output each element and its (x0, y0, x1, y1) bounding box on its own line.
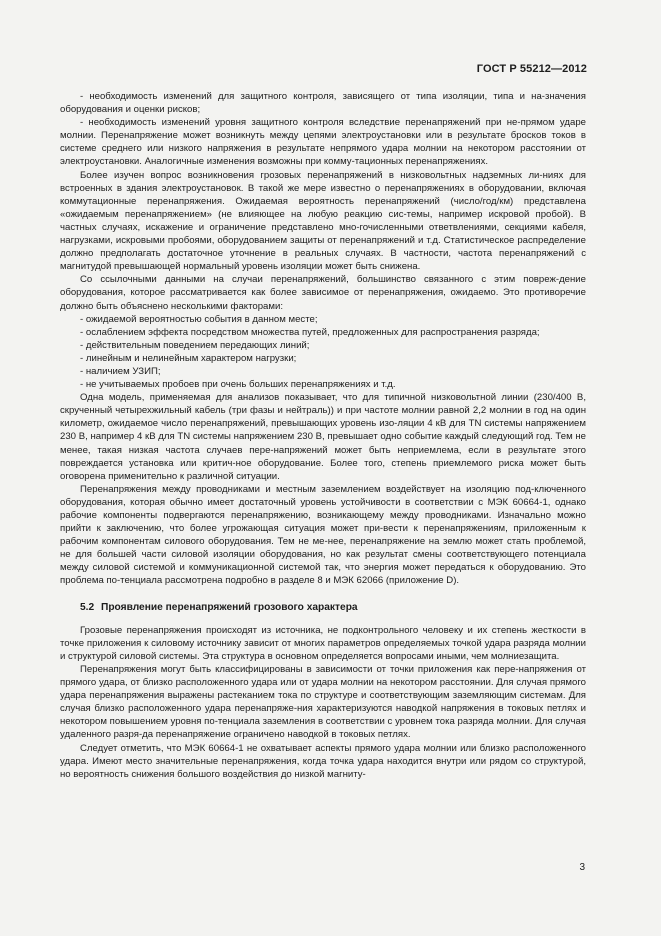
paragraph: - наличием УЗИП; (80, 365, 161, 377)
section-heading (60, 601, 586, 614)
section-title: Проявление перенапряжений грозового характера (101, 601, 358, 613)
document-header: ГОСТ Р 55212—2012 (476, 63, 587, 75)
paragraph: - необходимость изменений для защитного контроля, зависящего от типа изоляции, типа и на-значения оборудования и оценки рисков; (60, 91, 586, 116)
page-number: 3 (579, 862, 585, 873)
paragraph: Со ссылочными данными на случаи перенапряжений, большинство связанного с этим повреж-дение оборудования, которое рассматривается как более зависимое от перенапряжения, ожидаемо. Это противоречие должно быть объяснено несколькими факторами: (60, 274, 586, 312)
text-block-1 (60, 90, 586, 588)
paragraph: - необходимость изменений уровня защитного контроля вследствие перенапряжений при не-прямом ударе молнии. Перенапряжение может возникнуть между цепями электроустановки или в результате бросков токов в системе среднего или низкого напряжения в результате непрямого удара молнии на некотором расстоянии от электроустановки. Аналогичные изменения возможны при комму-тационных перенапряжениях. (60, 117, 586, 168)
section-number: 5.2 (80, 601, 95, 613)
paragraph: - ожидаемой вероятностью события в данном месте; (80, 313, 318, 325)
paragraph: Грозовые перенапряжения происходят из источника, не подконтрольного человеку и их степень жесткости в точке приложения к силовому источнику зависит от многих параметров определяемых точкой удара разряда молнии и структурой силовой системы. Эта структура в основном определяется вопросами иными, чем молниезащита. (60, 624, 586, 662)
paragraph: Перенапряжения между проводниками и местным заземлением воздействует на изоляцию под-ключенного оборудования, которая обычно имеет достаточный уровень устойчивости в соответствии с МЭК 60664-1, однако рабочие компоненты подвергаются перенапряжению, возникающему между проводниками. Изначально можно прийти к заключению, что более угрожающая ситуация может при-вести к перенапряжениям, приложенным к рабочим компонентам силового оборудования. Тем не ме-нее, перенапряжение на землю может стать проблемой, не для большей части силовой изоляции оборудования, но как результат смены соответствующего потенциала между силовой системой и коммуникационной системой так, что энергия может передаться к оборудованию. Это проблема по-тенциала рассмотрена подробно в разделе 8 и МЭК 62066 (приложение D). (60, 483, 586, 587)
paragraph: Одна модель, применяемая для анализов показывает, что для типичной низковольтной линии (230/400 В, скрученный четырехжильный кабель (три фазы и нейтраль)) и при частоте молнии равной 2,2 молнии в год на один километр, ожидаемое число перенапряжений, превышающих уровень изо-ляции 4 кВ для TN системы напряжением 230 В, например 4 кВ для TN системы напряжением 230 В, превышает одно событие каждый следующий год. Тем не менее, такая низкая частота случаев пере-напряжений может быть неприемлема, если в результате этого повреждается установка или критич-ное оборудование. Более того, степень приемлемого риска может быть оговорена применительно к различной ситуации. (60, 392, 586, 482)
document-body (60, 90, 586, 781)
paragraph: Следует отметить, что МЭК 60664-1 не охватывает аспекты прямого удара молнии или близко расположенного удара. Имеют место значительные перенапряжения, когда точка удара находится внутри или рядом со структурой, но вероятность снижения большого воздействия до низкой магниту- (60, 742, 586, 780)
paragraph: - действительным поведением передающих линий; (80, 339, 310, 351)
paragraph: Более изучен вопрос возникновения грозовых перенапряжений в низковольтных надземных ли-ниях для встроенных в здания электроустановок. В такой же мере известно о перенапряжениях в оборудовании, включая коммутационные перенапряжения. Ожидаемая вероятность перенапряжений (число/год/км) представлена «ожидаемым перенапряжением» (не влияющее на любую реакцию сис-темы, например искровой пробой). В частных случаях, искажение и ограничение представлено мно-гочисленными ответвлениями, секциями кабеля, нагрузками, искровыми пробоями, оборудованием защиты от перенапряжений и т.д. Статистическое распределение должно предполагать достаточное уточнение в реальных случаях. В частности, частота перенапряжений с магнитудой превышающей нормальный уровень изоляции может быть снижена. (60, 169, 586, 273)
paragraph: - не учитываемых пробоев при очень больших перенапряжениях и т.д. (80, 379, 396, 391)
paragraph: - ослаблением эффекта посредством множества путей, предложенных для распространения разряда; (80, 326, 540, 338)
paragraph: - линейным и нелинейным характером нагрузки; (80, 352, 297, 364)
paragraph: Перенапряжения могут быть классифицированы в зависимости от точки приложения как пере-напряжения от прямого удара, от близко расположенного удара или от удара молнии на некотором расстоянии. Для случая прямого удара перенапряжения выражены растеканием тока по структуре и соответствующим заземляющим системам. Для случая близко расположенного удара перенапряже-ния характеризуются наводкой напряжения в токовых петлях и некотором повышением уровня по-тенциала заземления в соответствии с уровнем тока разряда молнии. Для случая удаленного разря-да перенапряжение ограничено наводкой в токовых петлях. (60, 663, 586, 741)
text-block-2 (60, 624, 586, 781)
